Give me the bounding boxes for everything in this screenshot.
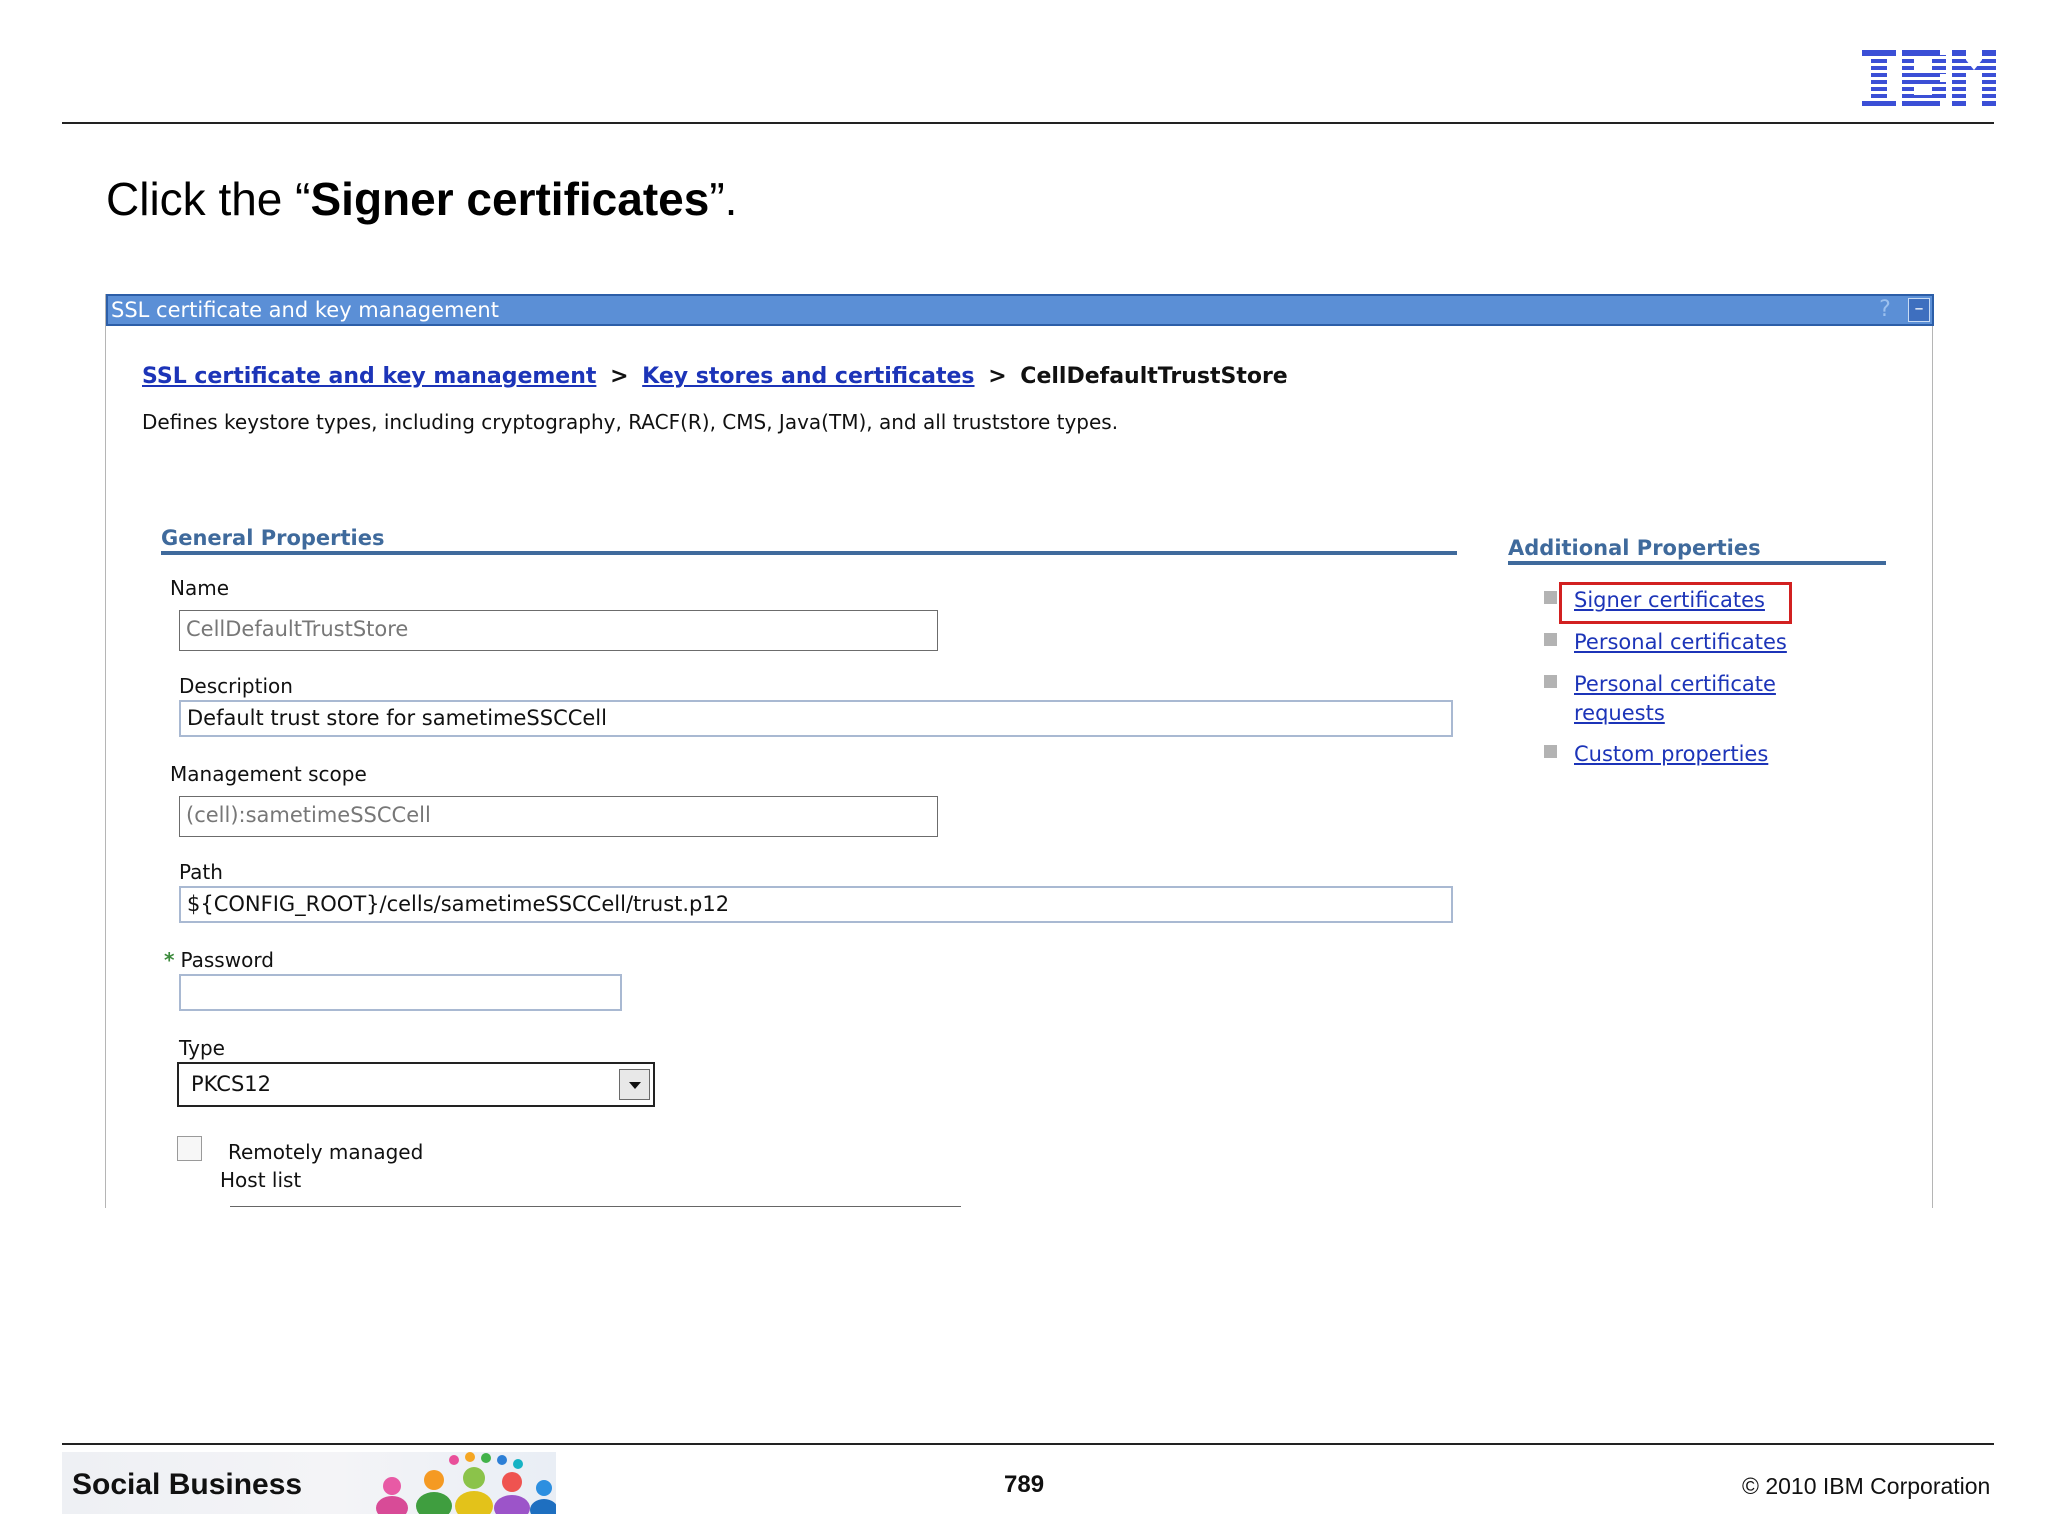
minimize-button[interactable]: – xyxy=(1908,298,1930,322)
page-number: 789 xyxy=(1004,1471,1045,1498)
management-scope-field: (cell):sametimeSSCCell xyxy=(179,796,938,837)
ibm-logo-graphic xyxy=(1862,50,1996,106)
social-business-banner xyxy=(62,1452,556,1514)
type-selected-value: PKCS12 xyxy=(191,1072,272,1096)
footer-rule xyxy=(62,1443,1994,1445)
breadcrumb-current: CellDefaultTrustStore xyxy=(1020,364,1288,389)
header-rule xyxy=(62,122,1994,124)
remotely-managed-checkbox[interactable] xyxy=(177,1136,202,1161)
custom-properties-link[interactable]: Custom properties xyxy=(1574,742,1769,766)
type-select[interactable] xyxy=(177,1062,655,1107)
management-scope-label: Management scope xyxy=(170,762,367,786)
ssl-panel xyxy=(105,294,1933,1208)
password-input[interactable] xyxy=(179,974,622,1011)
additional-properties-heading: Additional Properties xyxy=(1508,536,1761,560)
name-label: Name xyxy=(170,576,230,600)
password-label-text: Password xyxy=(180,948,274,972)
people-illustration-icon xyxy=(362,1452,556,1514)
remotely-managed-label: Remotely managed xyxy=(228,1140,424,1164)
host-list-rule xyxy=(230,1206,961,1207)
path-input[interactable]: ${CONFIG_ROOT}/cells/sametimeSSCCell/trust.p12 xyxy=(179,886,1453,923)
personal-certificate-requests-link[interactable]: Personal certificate requests xyxy=(1574,672,1776,725)
password-label xyxy=(164,948,274,972)
slide-title-prefix: Click the “ xyxy=(106,173,311,225)
required-marker: * xyxy=(164,948,175,972)
breadcrumb-keystores-link[interactable]: Key stores and certificates xyxy=(642,364,975,389)
copyright: © 2010 IBM Corporation xyxy=(1742,1473,1991,1499)
breadcrumb-separator: > xyxy=(610,364,629,389)
social-business-text: Social Business xyxy=(72,1468,303,1501)
host-list-label: Host list xyxy=(220,1168,302,1192)
description-input[interactable]: Default trust store for sametimeSSCCell xyxy=(179,700,1453,737)
breadcrumb-ssl-link[interactable]: SSL certificate and key management xyxy=(142,364,597,389)
slide-title xyxy=(106,172,737,226)
bullet-icon xyxy=(1544,633,1557,646)
bullet-icon xyxy=(1544,591,1557,604)
ibm-logo xyxy=(1862,50,1996,106)
breadcrumb-separator: > xyxy=(988,364,1007,389)
name-field: CellDefaultTrustStore xyxy=(179,610,938,651)
signer-certificates-link[interactable]: Signer certificates xyxy=(1574,588,1765,612)
general-properties-heading: General Properties xyxy=(161,526,385,550)
highlight-box xyxy=(1559,582,1792,624)
panel-titlebar xyxy=(106,294,1934,326)
page-description: Defines keystore types, including cryptography, RACF(R), CMS, Java(TM), and all truststore types. xyxy=(142,410,1119,434)
path-label: Path xyxy=(179,860,223,884)
bullet-icon xyxy=(1544,745,1557,758)
type-label: Type xyxy=(179,1036,225,1060)
help-button[interactable]: ? xyxy=(1879,297,1891,322)
chevron-down-icon[interactable] xyxy=(619,1069,650,1100)
slide-title-bold: Signer certificates xyxy=(310,173,710,225)
description-label: Description xyxy=(179,674,293,698)
personal-certificates-link[interactable]: Personal certificates xyxy=(1574,630,1787,654)
slide-title-suffix: ”. xyxy=(709,173,738,225)
panel-title: SSL certificate and key management xyxy=(111,298,499,322)
breadcrumb xyxy=(142,364,1288,389)
additional-properties-rule xyxy=(1508,561,1886,565)
bullet-icon xyxy=(1544,675,1557,688)
general-properties-rule xyxy=(161,551,1457,555)
